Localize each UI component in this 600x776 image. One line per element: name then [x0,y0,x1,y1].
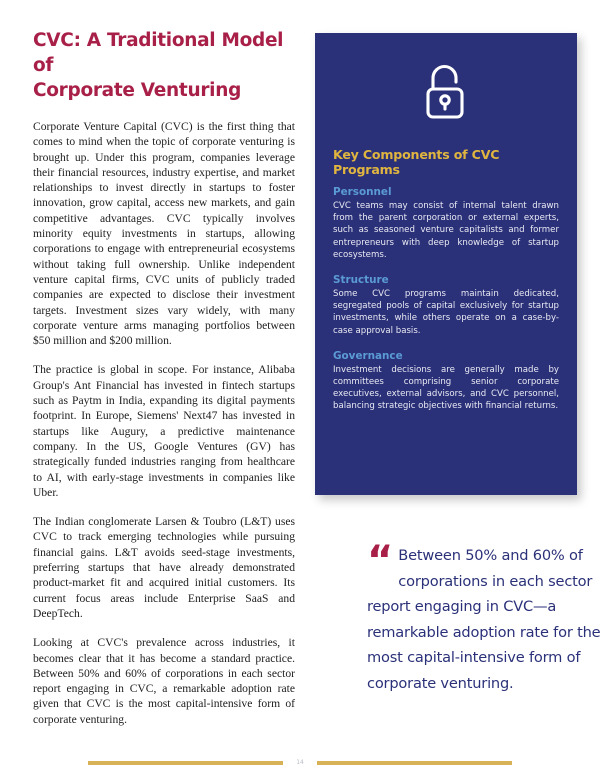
body-paragraph: The practice is global in scope. For instance, Alibaba Group's Ant Financial has invested in fintech startups such as Paytm in India, expanding its digital payments footprint. In Europe, Siemens' Next47 has invested in startups like Augury, a predictive maintenance company. In the US, Google Ventures (GV) has strategically funded industries ranging from healthcare to AI, with early-stage investments in companies like Uber. [33,363,295,499]
page-title-line-1: CVC: A Traditional Model of [33,30,284,76]
panel-section-heading: Governance [333,349,403,362]
panel-section-governance [333,350,559,413]
article-column [33,28,295,727]
pull-quote-text: Between 50% and 60% of corporations in each sector report engaging in CVC—a remarkable adoption rate for the most capital-intensive form of corporate venturing. [367,547,600,692]
panel-icon-container [333,59,559,131]
body-paragraph: The Indian conglomerate Larsen & Toubro (L&T) uses CVC to track emerging technologies while pursuing financial gains. L&T avoids seed-stage investments, preferring startups that have already demonstrated product-market fit and acquired initial customers. Its current focus areas include Enterprise SaaS and DeepTech. [33,515,295,620]
panel-section-heading: Structure [333,274,389,287]
page-footer [0,757,600,769]
quote-mark-icon: “ [367,538,392,584]
body-paragraph: Looking at CVC's prevalence across industries, it becomes clear that it has become a standard practice. Between 50% and 60% of corporations in each sector report engaging in CVC, a remarkable adoption rate given that CVC is the most capital-intensive form of corporate venturing. [33,636,295,726]
panel-section-body: CVC teams may consist of internal talent drawn from the parent corporation or external experts, such as seasoned venture capitalists and former entrepreneurs with deep knowledge of startup ecosystems. [333,201,559,260]
panel-section-personnel [333,186,559,261]
panel-section-heading: Personnel [333,186,392,198]
panel-section-body: Investment decisions are generally made by committees comprising senior corporate executives, external advisors, and CVC personnel, balancing strategic objectives with financial returns. [333,364,559,412]
key-components-panel [315,33,577,495]
pull-quote [367,538,600,696]
panel-title: Key Components of CVC Programs [333,147,500,177]
page-title-line-2: Corporate Venturing [33,80,242,101]
panel-section-body: Some CVC programs maintain dedicated, segregated pools of capital exclusively for startup investments, while others operate on a case-by-case approval basis. [333,289,559,336]
page-number: 14 [296,759,304,766]
page-title [33,28,295,103]
open-padlock-icon [419,62,473,129]
panel-section-structure [333,274,559,337]
body-paragraph: Corporate Venture Capital (CVC) is the first thing that comes to mind when the topic of corporate venturing is brought up. Under this program, companies leverage their financial resources, industry expertise, and market relationships to invest directly in startups to foster innovation, grow capital, access new markets, and gain competitive advantages. CVC typically involves minority equity investments in startups, allowing corporations to engage with entrepreneurial ecosystems without taking full ownership. Unlike independent venture capital firms, CVC units of publicly traded companies are expected to disclose their investment targets. Investment sizes vary widely, with many corporate venture arms managing portfolios between $50 million and $200 million. [33,120,295,348]
footer-rule-right [317,761,512,765]
footer-rule-left [88,761,283,765]
